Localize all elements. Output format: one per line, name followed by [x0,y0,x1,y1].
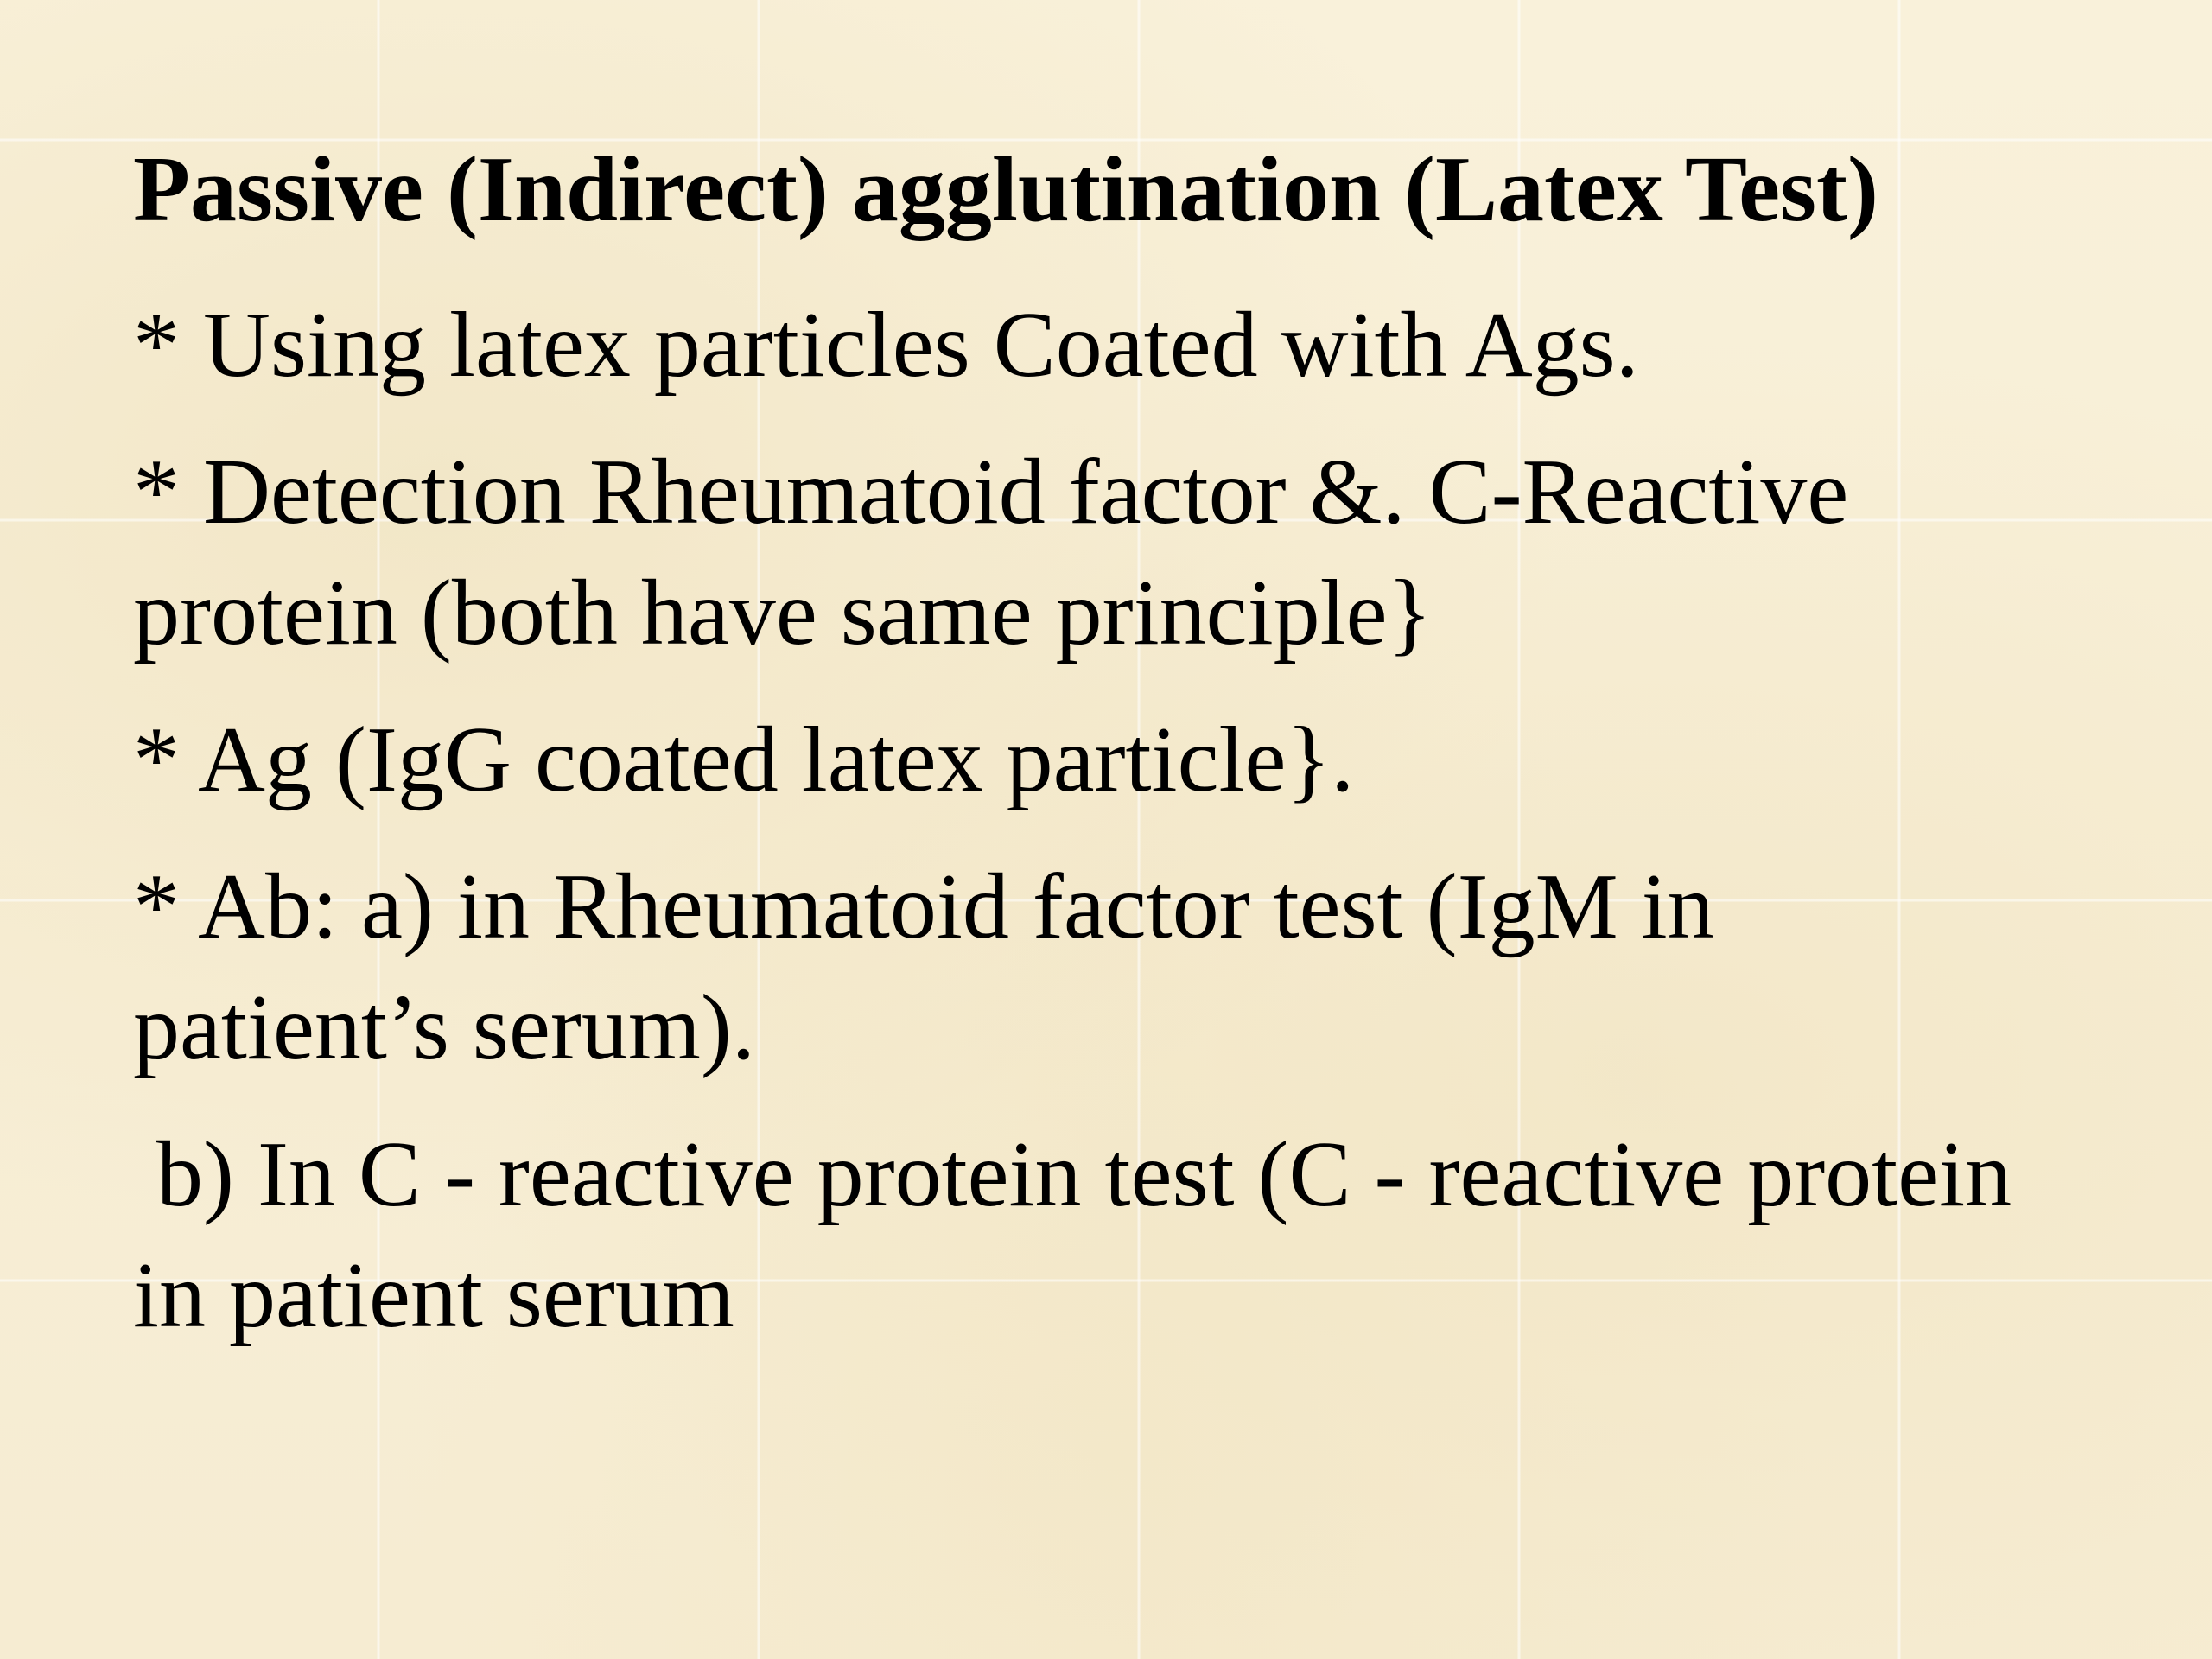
text-line: patient’s serum). [133,976,755,1079]
text-line: b) In C - reactive protein test (C - reactive protein [133,1123,2012,1226]
text-line: * Ab: a) in Rheumatoid factor test (IgM in [133,855,1714,958]
text-line: * Detection Rheumatoid factor &. C-Reactive [133,441,1849,543]
text-line: in patient serum [133,1244,734,1347]
bullet-paragraph [133,285,2120,406]
slide-title: Passive (Indirect) agglutination (Latex Test) [133,138,1878,241]
text-line: protein (both have same principle} [133,562,1433,664]
bullet-paragraph [133,700,2120,821]
bullet-paragraph [133,847,2120,1089]
slide-body [133,285,2120,1382]
bullet-paragraph [133,1115,2120,1357]
text-line: * Ag (IgG coated latex particle}. [133,709,1355,811]
text-line: * Using latex particles Coated with Ags. [133,294,1639,397]
bullet-paragraph [133,432,2120,674]
